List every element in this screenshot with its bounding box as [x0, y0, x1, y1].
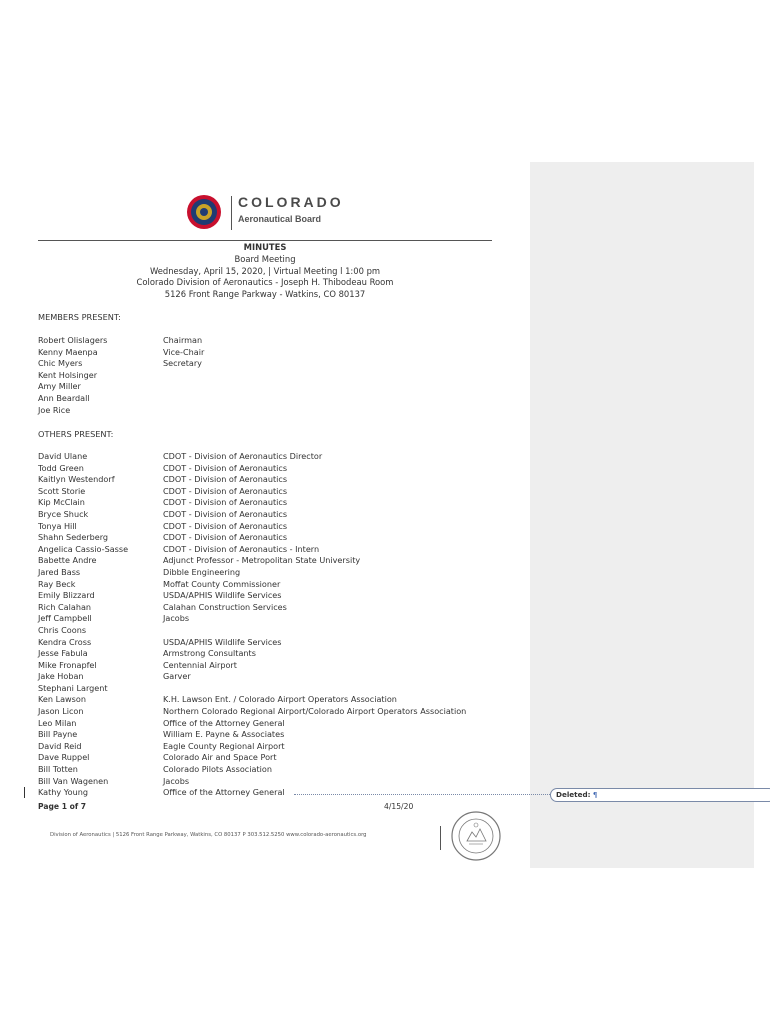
- minutes-title: MINUTES: [243, 242, 287, 252]
- attendee-name: Joe Rice: [38, 404, 71, 415]
- attendee-name: Shahn Sederberg: [38, 532, 109, 543]
- attendee-name: Rich Calahan: [38, 601, 92, 612]
- attendee-role: Vice-Chair: [163, 346, 205, 357]
- attendee-name: Kaitlyn Westendorf: [38, 474, 115, 485]
- deleted-comment-balloon[interactable]: [550, 788, 770, 802]
- attendee-name: Robert Olislagers: [38, 335, 108, 345]
- meeting-type: Board Meeting: [234, 253, 296, 264]
- attendee-role: Armstrong Consultants: [163, 648, 256, 659]
- attendee-role: Jacobs: [163, 613, 190, 624]
- attendee-role: CDOT - Division of Aeronautics Director: [163, 451, 323, 461]
- footer-date: 4/15/20: [384, 802, 414, 811]
- page-number: Page 1 of 7: [38, 802, 87, 811]
- attendee-role: CDOT - Division of Aeronautics: [163, 462, 288, 473]
- footer-divider: [440, 826, 441, 850]
- footer-address: Division of Aeronautics | 5126 Front Range Parkway, Watkins, CO 80137 P 303.512.5250 www.colorado-aeronautics.org: [50, 832, 367, 838]
- attendee-role: CDOT - Division of Aeronautics: [163, 474, 288, 485]
- state-seal-icon: [186, 194, 226, 234]
- attendee-role: CDOT - Division of Aeronautics: [163, 497, 288, 508]
- attendee-name: Jesse Fabula: [38, 648, 88, 659]
- attendee-name: Jeff Campbell: [38, 613, 92, 624]
- header-divider: [38, 240, 492, 241]
- attendee-name: Chris Coons: [38, 624, 87, 635]
- attendee-role: Colorado Pilots Association: [163, 764, 272, 775]
- attendee-name: Jared Bass: [38, 566, 81, 577]
- attendee-name: Mike Fronapfel: [38, 659, 97, 670]
- attendee-role: Moffat County Commissioner: [163, 578, 281, 589]
- attendee-role: K.H. Lawson Ent. / Colorado Airport Operators Association: [163, 694, 397, 705]
- comment-value: ¶: [592, 790, 598, 799]
- attendee-role: Office of the Attorney General: [163, 717, 285, 728]
- attendee-role: CDOT - Division of Aeronautics: [163, 508, 288, 519]
- attendee-name: Bill Payne: [38, 729, 78, 740]
- attendee-role: William E. Payne & Associates: [163, 729, 285, 740]
- attendee-name: David Reid: [38, 740, 82, 751]
- seal-icon: [450, 810, 502, 862]
- attendee-role: Northern Colorado Regional Airport/Colorado Airport Operators Association: [163, 706, 467, 717]
- attendee-name: Babette Andre: [38, 555, 97, 566]
- attendee-name: Kathy Young: [38, 787, 89, 798]
- attendee-name: Jake Hoban: [38, 671, 84, 682]
- logo-divider: [231, 196, 232, 230]
- attendee-name: Scott Storie: [38, 485, 86, 496]
- attendee-name: Bill Totten: [38, 764, 78, 775]
- attendee-role: Adjunct Professor - Metropolitan State University: [163, 555, 361, 566]
- attendee-name: Tonya Hill: [38, 520, 77, 531]
- meeting-address: 5126 Front Range Parkway - Watkins, CO 80137: [164, 289, 366, 300]
- attendee-name: Ann Beardall: [38, 392, 90, 403]
- attendee-name: Bryce Shuck: [38, 508, 89, 519]
- attendee-role: Chairman: [163, 335, 203, 345]
- attendee-role: CDOT - Division of Aeronautics: [163, 485, 288, 496]
- text-cursor: [24, 787, 25, 798]
- comment-label: Deleted:: [556, 790, 591, 799]
- attendee-role: Calahan Construction Services: [163, 601, 287, 612]
- attendee-role: Colorado Air and Space Port: [163, 752, 277, 763]
- attendee-role: Eagle County Regional Airport: [163, 740, 285, 751]
- attendee-name: Ray Beck: [38, 578, 76, 589]
- attendee-name: Chic Myers: [38, 358, 83, 369]
- attendee-role: Dibble Engineering: [163, 566, 241, 577]
- attendee-name: Amy Miller: [38, 381, 81, 392]
- attendee-role: Garver: [163, 671, 191, 682]
- attendee-name: Kip McClain: [38, 497, 85, 508]
- attendee-role: CDOT - Division of Aeronautics - Intern: [163, 543, 320, 554]
- logo-title: COLORADO: [238, 194, 344, 210]
- attendee-name: David Ulane: [38, 451, 88, 461]
- comment-connector-line: [294, 794, 550, 796]
- attendee-name: Dave Ruppel: [38, 752, 90, 763]
- others-heading: OTHERS PRESENT:: [38, 429, 114, 439]
- attendee-role: CDOT - Division of Aeronautics: [163, 532, 288, 543]
- attendee-name: Jason Licon: [38, 706, 84, 717]
- attendee-role: Jacobs: [163, 775, 190, 786]
- meeting-datetime: Wednesday, April 15, 2020, | Virtual Meeting l 1:00 pm: [149, 265, 381, 276]
- attendee-role: Centennial Airport: [163, 659, 237, 670]
- meeting-header: [38, 242, 492, 301]
- attendee-role: Secretary: [163, 358, 202, 369]
- attendee-name: Kenny Maenpa: [38, 346, 98, 357]
- attendee-name: Kendra Cross: [38, 636, 92, 647]
- attendee-name: Ken Lawson: [38, 694, 86, 705]
- attendee-name: Emily Blizzard: [38, 590, 95, 601]
- attendee-role: USDA/APHIS Wildlife Services: [163, 590, 282, 601]
- attendee-role: USDA/APHIS Wildlife Services: [163, 636, 282, 647]
- attendee-role: Office of the Attorney General: [163, 787, 285, 798]
- attendee-name: Angelica Cassio-Sasse: [38, 543, 129, 554]
- attendee-name: Bill Van Wagenen: [38, 775, 109, 786]
- members-heading: MEMBERS PRESENT:: [38, 312, 121, 322]
- logo-subtitle: Aeronautical Board: [238, 214, 322, 224]
- meeting-location: Colorado Division of Aeronautics - Joseph H. Thibodeau Room: [136, 277, 394, 288]
- state-of-colorado-seal: [450, 810, 502, 866]
- attendee-name: Todd Green: [38, 462, 84, 473]
- attendee-name: Stephani Largent: [38, 682, 108, 693]
- attendee-name: Leo Milan: [38, 717, 77, 728]
- attendee-role: CDOT - Division of Aeronautics: [163, 520, 288, 531]
- attendee-name: Kent Holsinger: [38, 369, 98, 380]
- comment-pane: [530, 162, 754, 868]
